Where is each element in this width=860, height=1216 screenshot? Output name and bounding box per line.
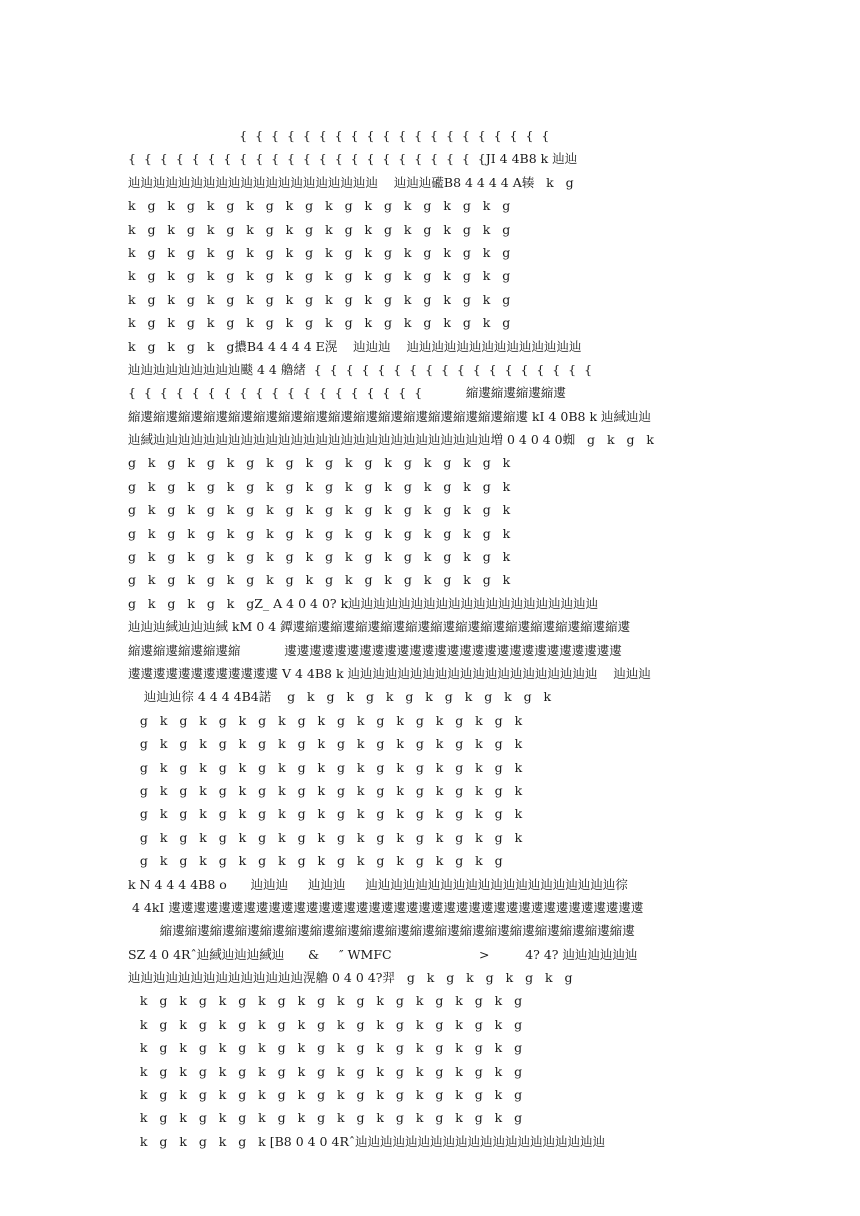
text-line: g k g k g k g k g k g k g k g k g k g k [128,572,511,588]
text-line: k g k g k g k g k g k g k g k g k g k g [128,1110,523,1126]
text-line: 辿辿辿辿辿辿辿辿辿颷 4 4 艪緒 { { { { { { { { { { { { { { { { { { [128,361,593,377]
text-line: g k g k g k g k g k g k g k g k g k g [128,853,503,869]
garbled-text-block [128,124,736,1153]
text-line: k g k g k g k g k g k g k g k g k g k g [128,1063,523,1079]
text-line: k g k g k g k g k g k g k g k g k g k g [128,244,511,260]
text-line: g k g k g k g k g k g k g k g k g k g k [128,549,511,565]
text-line: 辿緎辿辿辿辿辿辿辿辿辿辿辿辿辿辿辿辿辿辿辿辿辿辿辿辿辿辿辿増 0 4 0 4 0蜘 g k g k [128,432,654,448]
text-line: k g k g k g k g k g k g k g k g k g k g [128,221,511,237]
text-line: k g k g k g k g k g k g k g k g k g k g [128,268,511,284]
text-line: k N 4 4 4 4B8 o 辿辿辿 辿辿辿 辿辿辿辿辿辿辿辿辿辿辿辿辿辿辿辿辿辿辿辿徖 [128,876,628,892]
text-line: { { { { { { { { { { { { { { { { { { { { { { {JI 4 4B8 k 辿辿 [128,151,578,167]
text-line: 4 4kI 遱遱遱遱遱遱遱遱遱遱遱遱遱遱遱遱遱遱遱遱遱遱遱遱遱遱遱遱遱遱遱遱遱遱遱遱遱遱 [128,899,644,915]
text-line: { { { { { { { { { { { { { { { { { { { 縮遱縮遱縮遱縮遱 [128,385,566,401]
text-line: g k g k g k g k g k g k g k g k g k g k [128,525,511,541]
text-line: k g k g k g k g k g k g k g k g k g k g [128,315,511,331]
text-line: 縮遱縮遱縮遱縮遱縮遱縮遱縮遱縮遱縮遱縮遱縮遱縮遱縮遱縮遱縮遱縮遱 kI 4 0B8 k 辿緎辿辿 [128,408,651,424]
text-line: k g k g k g k g k g k g k g k g k g k g [128,1087,523,1103]
text-line: 辿辿辿緎辿辿辿緎 kM 0 4 鐔遱縮遱縮遱縮遱縮遱縮遱縮遱縮遱縮遱縮遱縮遱縮遱縮遱縮遱 [128,619,631,635]
text-line: SZ 4 0 4Rˆ辿緎辿辿辿緎辿 & ″ WMFC > 4? 4? 辿辿辿辿辿辿 [128,946,638,962]
text-line: k g k g k g擃B4 4 4 4 4 E滉 辿辿辿 辿辿辿辿辿辿辿辿辿辿辿辿辿辿 [128,338,582,354]
text-line: 縮遱縮遱縮遱縮遱縮遱縮遱縮遱縮遱縮遱縮遱縮遱縮遱縮遱縮遱縮遱縮遱縮遱縮遱縮遱 [128,923,635,939]
text-line: g k g k g k g k g k g k g k g k g k g k [128,502,511,518]
text-line: g k g k g k g k g k g k g k g k g k g k [128,782,523,798]
text-line: 縮遱縮遱縮遱縮遱縮 遱遱遱遱遱遱遱遱遱遱遱遱遱遱遱遱遱遱遱遱遱遱遱遱遱遱遱 [128,642,622,658]
text-line: k g k g k g k [B8 0 4 0 4Rˆ辿辿辿辿辿辿辿辿辿辿辿辿辿辿辿辿辿辿辿辿 [128,1133,606,1149]
text-line: 辿辿辿辿辿辿辿辿辿辿辿辿辿辿滉艪 0 4 0 4?羿 g k g k g k g k g [128,970,573,986]
text-line: k g k g k g k g k g k g k g k g k g k g [128,1016,523,1032]
text-line: g k g k g k g k g k g k g k g k g k g k [128,712,523,728]
text-line: g k g k g k g k g k g k g k g k g k g k [128,759,523,775]
text-line: 辿辿辿辿辿辿辿辿辿辿辿辿辿辿辿辿辿辿辿辿 辿辿辿礷B8 4 4 4 4 A辏 k g [128,174,574,190]
text-line: k g k g k g k g k g k g k g k g k g k g [128,198,511,214]
text-line: k g k g k g k g k g k g k g k g k g k g [128,1040,523,1056]
text-line: k g k g k g k g k g k g k g k g k g k g [128,993,523,1009]
text-line: 遱遱遱遱遱遱遱遱遱遱遱遱 V 4 4B8 k 辿辿辿辿辿辿辿辿辿辿辿辿辿辿辿辿辿辿辿辿 辿辿辿 [128,665,651,681]
text-line: g k g k g k g k g k g k g k g k g k g k [128,829,523,845]
text-line: { { { { { { { { { { { { { { { { { { { { [128,128,550,143]
text-line: g k g k g k g k g k g k g k g k g k g k [128,736,523,752]
text-line: g k g k g k g k g k g k g k g k g k g k [128,455,511,471]
text-line: g k g k g k g k g k g k g k g k g k g k [128,478,511,494]
text-line: g k g k g k gZ_ A 4 0 4 0? k辿辿辿辿辿辿辿辿辿辿辿辿辿辿辿辿辿辿辿辿 [128,595,599,611]
text-line: g k g k g k g k g k g k g k g k g k g k [128,806,523,822]
text-line: k g k g k g k g k g k g k g k g k g k g [128,291,511,307]
text-line: 辿辿辿徖 4 4 4 4B4諾 g k g k g k g k g k g k g k [128,689,552,705]
